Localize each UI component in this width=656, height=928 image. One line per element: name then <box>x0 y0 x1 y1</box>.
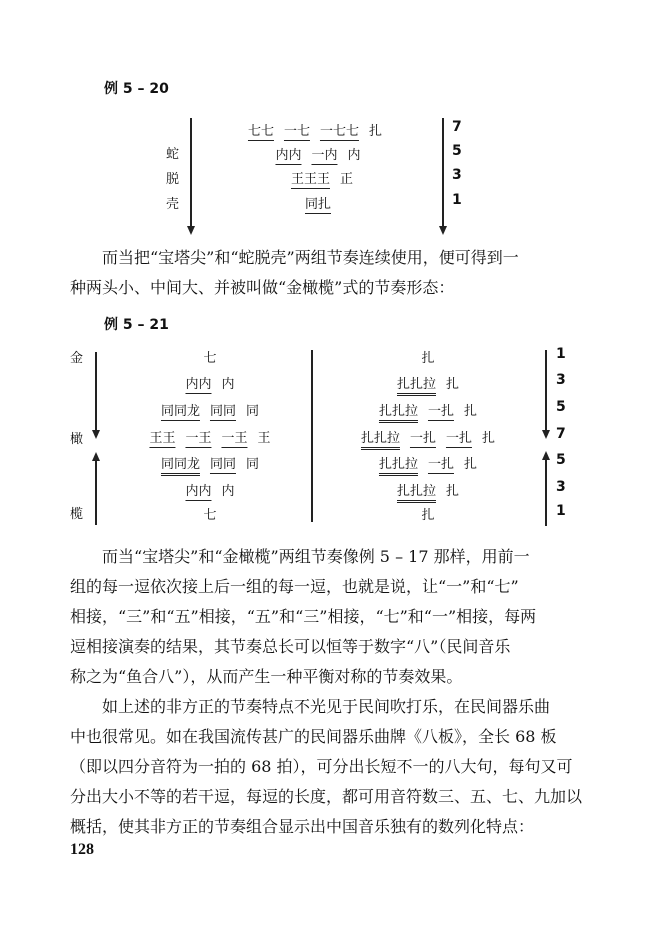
rhythm-group: 七 <box>203 351 217 366</box>
paragraph-line: 如上述的非方正的节奏特点不光见于民间吹打乐，在民间器乐曲 <box>102 697 551 716</box>
ex521-left-row <box>203 347 216 366</box>
ex521-left-row <box>185 480 234 499</box>
down-arrow-icon <box>439 226 447 235</box>
ex520-right-arrow-line <box>442 118 444 226</box>
rhythm-group: 王 <box>257 431 271 446</box>
rhythm-group: 一王 <box>185 431 212 446</box>
ex520-count: 3 <box>452 167 462 183</box>
paragraph-line: 概括，使其非方正的节奏组合显示出中国音乐独有的数列化特点： <box>70 817 535 836</box>
rhythm-group: 一扎 <box>409 431 436 446</box>
paragraph-line: 相接，“三”和“五”相接，“五”和“三”相接，“七”和“一”相接，每两 <box>70 607 537 626</box>
rhythm-group: 内内 <box>275 148 302 163</box>
ex521-side-char: 榄 <box>70 507 84 522</box>
ex520-side-char: 蛇 <box>166 147 180 162</box>
rhythm-group: 正 <box>340 172 354 187</box>
rhythm-group: 同 <box>246 457 260 472</box>
ex521-right-up-arrow-line <box>545 460 547 526</box>
ex520-side-char: 脱 <box>166 172 180 187</box>
ex521-up-arrow-line <box>95 461 97 525</box>
ex520-row <box>275 144 360 163</box>
ex521-count: 5 <box>556 399 566 415</box>
rhythm-group: 扎 <box>446 377 460 392</box>
ex521-right-row <box>421 347 434 366</box>
ex521-left-row <box>203 504 216 523</box>
page-number: 128 <box>70 841 94 858</box>
rhythm-group: 扎扎拉 <box>379 404 418 423</box>
rhythm-group: 同扎 <box>304 197 332 212</box>
rhythm-group: 七七 <box>247 124 274 139</box>
paragraph-line: 而当把“宝塔尖”和“蛇脱壳”两组节奏连续使用，便可得到一 <box>102 248 519 267</box>
ex520-row <box>248 120 382 139</box>
rhythm-group: 一王 <box>221 431 248 446</box>
down-arrow-icon <box>92 430 100 439</box>
rhythm-group: 扎 <box>464 457 478 472</box>
rhythm-group: 扎 <box>421 351 435 366</box>
ex520-count: 5 <box>452 143 462 159</box>
paragraph-line: 组的每一逗依次接上后一组的每一逗，也就是说，让“一”和“七” <box>70 577 519 596</box>
rhythm-group: 一七七 <box>320 124 360 139</box>
up-arrow-icon <box>92 452 100 461</box>
rhythm-group: 同同 <box>209 404 237 419</box>
rhythm-group: 一扎 <box>427 404 455 419</box>
rhythm-group: 同同 <box>209 457 237 472</box>
paragraph-line: 中也很常见。如在我国流传甚广的民间器乐曲牌《八板》，全长 68 板 <box>70 727 557 746</box>
ex521-right-row <box>361 427 495 446</box>
ex521-count: 1 <box>556 346 566 362</box>
rhythm-group: 扎扎拉 <box>397 377 436 396</box>
ex520-row <box>305 193 331 212</box>
ex520-left-arrow-line <box>190 118 192 226</box>
ex521-side-char: 金 <box>70 351 84 366</box>
rhythm-group: 王王 <box>149 431 176 446</box>
ex521-side-char: 橄 <box>70 432 84 447</box>
ex521-count: 1 <box>556 503 566 519</box>
ex521-right-row <box>397 373 459 392</box>
ex521-right-down-arrow-line <box>545 350 547 430</box>
ex521-right-row <box>421 504 434 523</box>
ex521-left-row <box>185 373 234 392</box>
ex521-right-row <box>379 453 477 472</box>
up-arrow-icon <box>542 451 550 460</box>
rhythm-group: 一内 <box>311 148 338 163</box>
ex521-count: 7 <box>556 426 566 442</box>
ex520-count: 1 <box>452 192 462 208</box>
ex521-right-row <box>379 400 477 419</box>
rhythm-group: 同 <box>246 404 260 419</box>
rhythm-group: 同同龙 <box>161 457 200 476</box>
ex521-count: 3 <box>556 479 566 495</box>
paragraph-line: 而当“宝塔尖”和“金橄榄”两组节奏像例 5 – 17 那样，用前一 <box>102 547 530 566</box>
down-arrow-icon <box>542 430 550 439</box>
ex521-count: 3 <box>556 372 566 388</box>
rhythm-group: 扎扎拉 <box>361 431 400 450</box>
ex521-column-divider <box>311 350 313 522</box>
rhythm-group: 扎 <box>369 124 383 139</box>
rhythm-group: 内内 <box>185 377 212 392</box>
example-5-21-label: 例 5 – 21 <box>104 317 169 333</box>
rhythm-group: 同同龙 <box>160 404 200 419</box>
ex520-side-char: 壳 <box>166 197 180 212</box>
ex521-left-row <box>161 453 259 472</box>
paragraph-line: 称之为“鱼合八”），从而产生一种平衡对称的节奏效果。 <box>70 667 463 686</box>
rhythm-group: 内内 <box>185 484 212 499</box>
rhythm-group: 内 <box>221 484 235 499</box>
ex521-down-arrow-line <box>95 352 97 430</box>
ex520-count: 7 <box>452 119 462 135</box>
paragraph-line: 逗相接演奏的结果，其节奏总长可以恒等于数字“八”（民间音乐 <box>70 637 511 656</box>
rhythm-group: 七 <box>203 508 217 523</box>
down-arrow-icon <box>187 226 195 235</box>
rhythm-group: 扎扎拉 <box>379 457 418 476</box>
ex521-count: 5 <box>556 452 566 468</box>
ex520-row <box>291 168 353 187</box>
ex521-right-row <box>397 480 459 499</box>
paragraph-line: 分出大小不等的若干逗，每逗的长度，都可用音符数三、五、七、九加以 <box>70 787 583 806</box>
paragraph-line: （即以四分音符为一拍的 68 拍），可分出长短不一的八大句，每句又可 <box>70 757 573 776</box>
rhythm-group: 一七 <box>283 124 310 139</box>
rhythm-group: 内 <box>347 148 361 163</box>
ex521-left-row <box>161 400 259 419</box>
rhythm-group: 一扎 <box>427 457 455 472</box>
rhythm-group: 扎 <box>421 508 435 523</box>
rhythm-group: 扎 <box>482 431 496 446</box>
paragraph-line: 种两头小、中间大、并被叫做“金橄榄”式的节奏形态： <box>70 278 455 297</box>
rhythm-group: 王王王 <box>290 172 330 187</box>
rhythm-group: 内 <box>221 377 235 392</box>
ex521-left-row <box>149 427 270 446</box>
rhythm-group: 扎 <box>446 484 460 499</box>
example-5-20-label: 例 5 – 20 <box>104 81 169 97</box>
rhythm-group: 一扎 <box>446 431 473 446</box>
rhythm-group: 扎扎拉 <box>397 484 436 503</box>
rhythm-group: 扎 <box>464 404 478 419</box>
